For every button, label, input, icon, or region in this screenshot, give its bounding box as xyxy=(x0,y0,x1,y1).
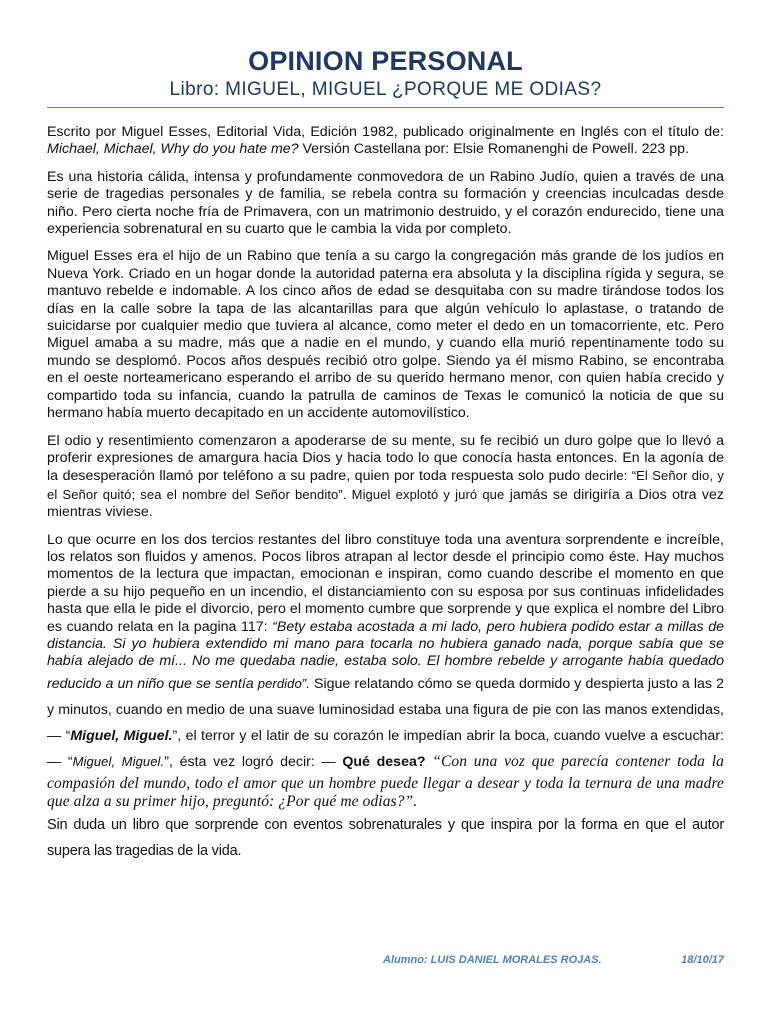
document-body xyxy=(47,124,724,864)
student-credit xyxy=(383,954,602,966)
original-title: Michael, Michael, Why do you hate me? xyxy=(47,141,299,158)
book-quote-end: perdido”. xyxy=(257,675,310,691)
student-name: LUIS DANIEL MORALES ROJAS. xyxy=(427,954,602,966)
call-miguel-1: Miguel, Miguel. xyxy=(70,727,173,744)
call-miguel-2: Miguel, Miguel. xyxy=(72,753,165,769)
paragraph-publication-info xyxy=(47,124,724,159)
reply-que-desea: Qué desea? xyxy=(342,753,426,770)
page-subtitle: Libro: MIGUEL, MIGUEL ¿PORQUE ME ODIAS? xyxy=(169,79,602,100)
document-date: 18/10/17 xyxy=(681,954,724,966)
paragraph-biography: Miguel Esses era el hijo de un Rabino que tenía a su cargo la congregación más grande de los judíos en Nueva York. Criado en un hogar donde la autoridad paterna era absoluta y la disciplina rígida y segura, se mantuvo rebelde e indomable. A los cinco años de edad se desquitaba con su madre tirándose todos los días en la calle sobre la tapa de las alcantarillas para que algún vehículo lo aplastase, o tratando de suicidarse por cualquier medio que tuviera al alcance, como meter el dedo en un tomacorriente, etc. Pero Miguel amaba a su madre, más que a nadie en el mundo, y cuando ella murió repentinamente todo su mundo se desplomó. Pocos años después recibió otro golpe. Siendo ya él mismo Rabino, se encontraba en el oeste norteamericano esperando el arribo de su querido hermano menor, con quien había crecido y compartido toda su infancia, cuando la patrulla de caminos de Texas le comunicó la noticia de que su hermano había muerto decapitado en un accidente automovilístico. xyxy=(47,248,724,422)
paragraph-conclusion: Sin duda un libro que sorprende con eventos sobrenaturales y que inspira por la forma en que el autor supera las tragedias de la vida. xyxy=(47,816,724,859)
paragraph-crisis xyxy=(47,433,724,522)
father-quote: decirle: “El Señor dio, y el Señor quitó; sea el nombre del Señor bendito”. Miguel explotó y juró que xyxy=(47,468,724,502)
story-continuation-2: ”, el terror y el latir de su corazón le impedían abrir la boca, cuando vuelve a escuchar: — “ xyxy=(47,727,724,770)
paragraph-summary: Es una historia cálida, intensa y profundamente conmovedora de un Rabino Judío, quien a través de una serie de tragedias personales y de familia, se rebela contra su formación y creencias inculcadas desde niño. Pero cierta noche fría de Primavera, con un matrimonio destruido, y el corazón endurecido, tiene una experiencia sobrenatural en su cuarto que le cambia la vida por completo. xyxy=(47,168,724,238)
publication-text: Escrito por Miguel Esses, Editorial Vida, Edición 1982, publicado originalmente en Inglés con el título de: xyxy=(47,124,724,140)
story-continuation-3: ”, ésta vez logró decir: — xyxy=(164,753,343,770)
highlight-text: Lo que ocurre en los dos tercios restantes del libro constituye toda una aventura sorprendente e increíble, los relatos son fluidos y amenos. Pocos libros atrapan al lector desde el principio como éste. Hay muchos momentos de la lectura que impactan, emocionan e inspiran, como cuando describe el momento en que pierde a su hijo pequeño en un incendio, el distanciamiento con su esposa por sus continuas infidelidades hasta que ella le pide el divorcio, pero el momento cumbre que sorprende y que explica el nombre del Libro es cuando relata en la pagina 117: xyxy=(47,531,724,635)
student-label: Alumno: xyxy=(383,954,428,966)
publication-text-end: Versión Castellana por: Elsie Romanenghi de Powell. 223 pp. xyxy=(298,141,689,158)
title-divider xyxy=(47,107,724,108)
final-quote: “Con una voz que parecía contener toda la compasión del mundo, todo el amor que un hombre puede llegar a desear y toda la ternura de una madre que alza a su primer hijo, preguntó: ¿Por qué me odias?”. xyxy=(47,752,724,811)
paragraph-highlight xyxy=(47,532,724,812)
crisis-text: El odio y resentimiento comenzaron a apoderarse de su mente, su fe recibió un duro golpe que lo llevó a proferir expresiones de amargura hacia Dios y hacia todo lo que conocía hasta entonces. En la agonía de la desesperación llamó por teléfono a su padre, quien por toda respuesta solo pudo xyxy=(47,432,724,485)
story-continuation: Sigue relatando cómo se queda dormido y despierta justo a las 2 y minutos, cuando en medio de una suave luminosidad estaba una figura de pie con las manos extendidas, — “ xyxy=(47,675,724,744)
book-quote: “Bety estaba acostada a mi lado, pero hubiera podido estar a millas de distancia. Si yo hubiera extendido mi mano para tocarla no hubiera ganado nada, porque sabía que se había alejado de mí... No me quedaba nadie, estaba solo. El hombre rebelde y arrogante había quedado reducido a un niño que se sentía xyxy=(47,618,724,692)
crisis-text-end: jamás se dirigiría a Dios otra vez mientras viviese. xyxy=(47,486,724,521)
page-title: OPINION PERSONAL xyxy=(248,46,523,76)
